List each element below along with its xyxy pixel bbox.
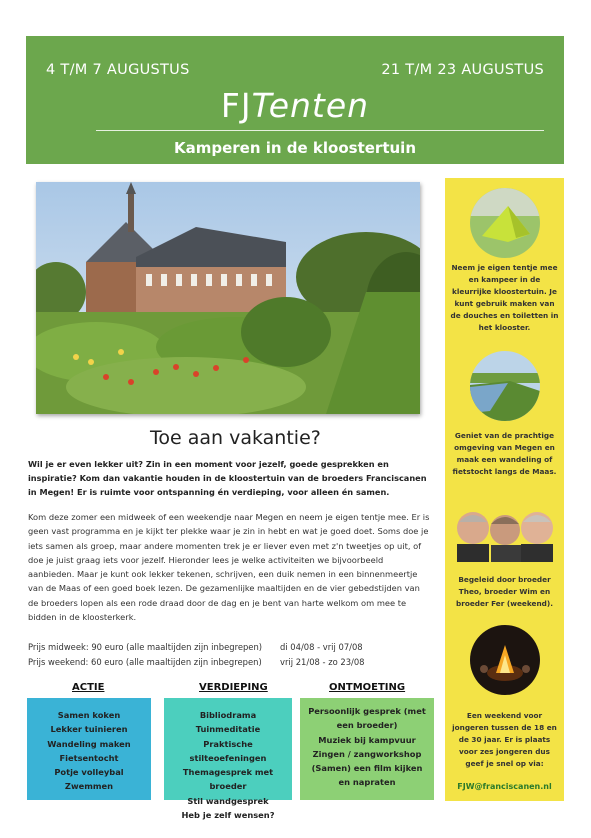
price-list: [28, 640, 438, 670]
price-label: Prijs midweek: 90 euro (alle maaltijden zijn inbegrepen): [28, 642, 263, 652]
price-dates: di 04/08 - vrij 07/08: [280, 642, 363, 652]
title-suffix: Tenten: [251, 86, 370, 125]
contact-email[interactable]: FJW@franciscanen.nl: [457, 782, 552, 791]
intro-text: Wil je er even lekker uit? Zin in een moment voor jezelf, goede gesprekken en inspiratie? Kom dan vakantie houden in de kloostertuin van de broeders Franciscanen in Megen! Er is ruimte voor ontspanning én verdieping, voor alleen én samen.: [28, 459, 427, 497]
list-item: Zingen / zangworkshop: [312, 748, 422, 759]
page-title: [26, 86, 564, 125]
list-item: Tuinmeditatie: [195, 724, 261, 735]
verdieping-box: [164, 698, 292, 821]
list-item: Persoonlijk gesprek (met een broeder): [308, 706, 426, 731]
column-heading-actie: ACTIE: [72, 682, 105, 693]
list-item: Zwemmen: [64, 781, 114, 792]
sidebar-text-surroundings: Geniet van de prachtige omgeving van Megen en maak een wandeling of fietstocht langs de Maas.: [452, 431, 557, 476]
list-item: Praktische stilteoefeningen: [189, 738, 267, 763]
price-row: [28, 655, 438, 670]
body-text: Kom deze zomer een midweek of een weekendje naar Megen en neem je eigen tentje mee. Er is geen vast programma en je kijkt ter plekke waar je zin in hebt en wat je goed doet. Soms doe je iets samen als groep, maar andere momenten trek je er liever even met z'n tweetjes op uit, of doe je juist graag iets voor jezelf. Hieronder lees je welke activiteiten we bijvoorbeeld aanbieden. Maar je kunt ook lekker tekenen, schrijven, een duik nemen in een binnenmeertje van de Maas of een goed boek lezen. De gezamenlijke maaltijden en de vier gebedstijden van de broeders lopen als een rode draad door de dag en je bent van harte welkom om mee te bidden in de kloosterkerk.: [28, 512, 430, 623]
sidebar-text-guides: Begeleid door broeder Theo, broeder Wim en broeder Fer (weekend).: [456, 575, 553, 608]
list-item: Heb je zelf wensen?: [181, 810, 275, 821]
list-item: Potje volleybal: [54, 767, 124, 778]
actie-box: [27, 698, 151, 800]
tent-icon: [470, 188, 540, 258]
campfire-icon: [470, 625, 540, 695]
title-prefix: FJ: [220, 86, 252, 125]
price-dates: vrij 21/08 - zo 23/08: [280, 657, 365, 667]
list-item: Stil wandgesprek: [187, 795, 269, 806]
sidebar-text-youth: Een weekend voor jongeren tussen de 18 en de 30 jaar. Er is plaats voor zes jongeren dus geef je snel op via:: [452, 711, 557, 768]
sidebar: [445, 178, 564, 801]
column-heading-ontmoeting: ONTMOETING: [329, 682, 406, 693]
date-midweek: 4 T/M 7 AUGUSTUS: [46, 62, 190, 78]
monastery-photo: [36, 182, 420, 414]
list-item: Samen koken: [57, 710, 121, 720]
header-divider: [96, 130, 544, 131]
header-banner: [26, 36, 564, 164]
list-item: Wandeling maken: [47, 738, 131, 749]
brothers-icon: [451, 500, 559, 562]
river-icon: [470, 351, 540, 421]
list-item: Bibliodrama: [199, 710, 257, 720]
section-heading: Toe aan vakantie?: [150, 427, 321, 449]
page-subtitle: Kamperen in de kloostertuin: [174, 139, 416, 157]
list-item: Muziek bij kampvuur: [318, 734, 416, 745]
ontmoeting-box: [300, 698, 434, 800]
date-weekend: 21 T/M 23 AUGUSTUS: [381, 62, 544, 78]
sidebar-text-camping: Neem je eigen tentje mee en kampeer in de kleurrijke kloostertuin. Je kunt gebruik maken van de douches en toiletten in het klooster.: [450, 263, 559, 332]
list-item: Themagesprek met broeder: [182, 767, 274, 792]
list-item: Lekker tuinieren: [50, 724, 128, 735]
price-row: [28, 640, 438, 655]
column-heading-verdieping: VERDIEPING: [199, 682, 268, 693]
list-item: Fietsentocht: [59, 752, 119, 763]
list-item: (Samen) een film kijken en napraten: [311, 763, 423, 788]
price-label: Prijs weekend: 60 euro (alle maaltijden zijn inbegrepen): [28, 657, 262, 667]
